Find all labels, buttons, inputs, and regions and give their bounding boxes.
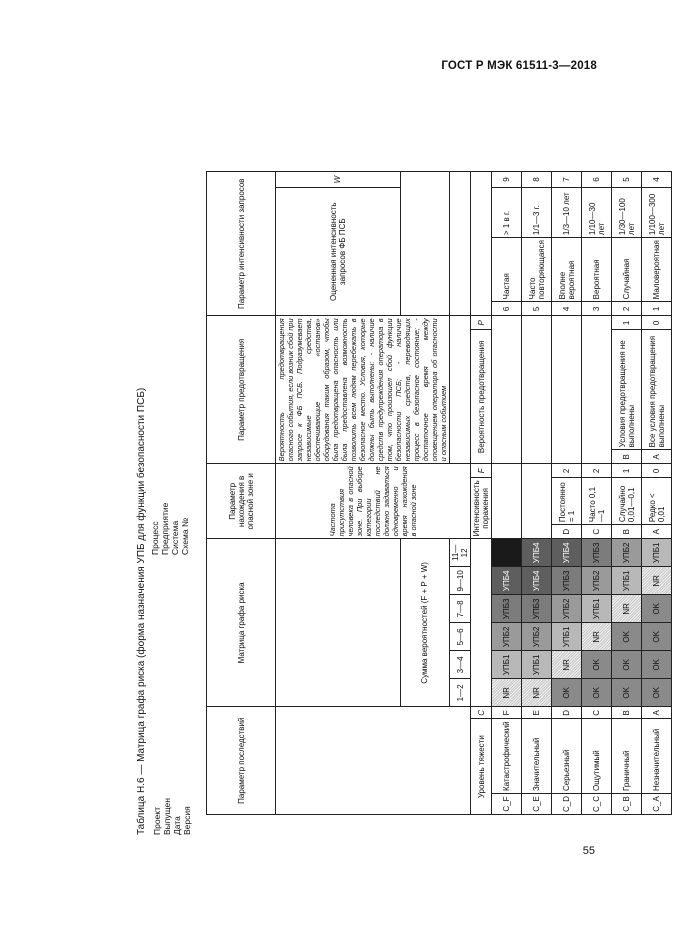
row-cb	[612, 172, 642, 815]
row-cf-name: Катастрофический	[492, 719, 522, 794]
empty-consequence-sub	[276, 707, 471, 815]
cell-cb-1: OK	[612, 679, 642, 707]
w-rate-cc: 1/10—30 лет	[582, 188, 612, 238]
sum-col-6: 11—12	[450, 539, 471, 567]
f-val-cc: 2	[582, 464, 612, 478]
cell-ca-5: NR	[642, 567, 672, 595]
sum-col-4: 7—8	[450, 595, 471, 623]
cell-cd-6: УПБ4	[552, 539, 582, 567]
empty-w-sub	[400, 172, 449, 316]
cell-ce-5: УПБ4	[522, 567, 552, 595]
row-cb-level: B	[612, 707, 642, 719]
w-val-cb: 5	[612, 172, 642, 188]
meta-process: Процесс	[150, 521, 160, 555]
f-val-cd: 2	[552, 464, 582, 478]
cell-cc-2: OK	[582, 651, 612, 679]
severity-row	[471, 172, 492, 815]
empty-f-ce	[522, 464, 552, 539]
intensity-label: Интенсивность поражения	[471, 478, 492, 539]
header-row-2	[276, 172, 401, 815]
cell-ce-4: УПБ3	[522, 595, 552, 623]
p-val-ca: 0	[642, 316, 672, 330]
empty-w-sub-2	[450, 172, 471, 316]
meta-project: Проект	[152, 807, 162, 835]
empty-p-cc	[582, 316, 612, 464]
row-ce-sym: C_E	[522, 793, 552, 814]
w-val-ce: 8	[522, 172, 552, 188]
cell-cf-6	[492, 539, 522, 567]
p-sym-ca: A	[642, 450, 672, 464]
row-cc-level: C	[582, 707, 612, 719]
meta-version: Версия	[182, 806, 192, 835]
w-name-ce: Часто повторяющаяся	[522, 238, 552, 302]
row-cd-level: D	[552, 707, 582, 719]
cell-cf-1: NR	[492, 679, 522, 707]
row-ce-level: E	[522, 707, 552, 719]
w-sym-ca: 1	[642, 302, 672, 316]
w-name-ca: Маловероятная	[642, 238, 672, 302]
cell-cc-5: УПБ2	[582, 567, 612, 595]
cell-cc-1: OK	[582, 679, 612, 707]
w-rate-cd: 1/3—10 лет	[552, 188, 582, 238]
cell-ca-2: OK	[642, 651, 672, 679]
f-text-cd: Постоянно = 1	[552, 478, 582, 525]
w-val-cd: 7	[552, 172, 582, 188]
meta-scheme: Схема №	[180, 517, 190, 555]
empty-p-cd	[552, 316, 582, 464]
w-name-cb: Случайная	[612, 238, 642, 302]
standard-header: ГОСТ Р МЭК 61511-3—2018	[441, 60, 597, 72]
cell-cf-2: УПБ1	[492, 651, 522, 679]
row-ce	[522, 172, 552, 815]
row-ce-name: Значительный	[522, 719, 552, 794]
w-rate-ce: 1/1—3 г.	[522, 188, 552, 238]
w-val-ca: 4	[642, 172, 672, 188]
f-val-ca: 0	[642, 464, 672, 478]
empty-sev	[471, 539, 492, 707]
row-cf-level: F	[492, 707, 522, 719]
sum-col-1: 1—2	[450, 679, 471, 707]
severity-sym: C	[471, 707, 492, 719]
p-label: P	[471, 316, 492, 330]
f-label: F	[471, 464, 492, 478]
f-sym-cd: D	[552, 525, 582, 539]
row-cf-sym: C_F	[492, 793, 522, 814]
row-cf	[492, 172, 522, 815]
severity-label: Уровень тяжести	[471, 719, 492, 815]
avoidance-desc-text: Вероятность предотвращения опасного события, если возник сбой при запросе к ФБ ПСБ. Подразумевает независимые средства, обеспечивающие «останов» оборудования таким образом, чтобы была предотвращена опасность или была предоставлена возможность позволить всем людям перебежать в безопасное место. Условия, которые должны быть выполнены:	[277, 318, 376, 462]
avoidance-list: - наличие средств предупреждения оператора в том, что произошел сбой функции безопасности ПСБ; - наличие независимых средств, переводящих процесс в безопасное состояние; - достаточное время между оповещением оператора об опасности и опасным событием	[367, 318, 448, 462]
cell-cb-3: OK	[612, 623, 642, 651]
w-name-cd: Вполне вероятная	[552, 238, 582, 302]
page-number: 55	[582, 845, 595, 857]
matrix-header: Матрица графа риска	[207, 539, 276, 707]
f-text-cc: Часто 0,1—1	[582, 478, 612, 525]
risk-graph-matrix-table	[206, 171, 672, 815]
sum-col-3: 5—6	[450, 623, 471, 651]
meta-date: Дата	[172, 816, 182, 835]
cell-cc-4: УПБ1	[582, 595, 612, 623]
cell-cd-2: NR	[552, 651, 582, 679]
sum-header: Сумма вероятностей (F + P + W)	[400, 539, 449, 707]
row-cd	[552, 172, 582, 815]
w-name-cc: Вероятная	[582, 238, 612, 302]
cell-ca-6: УПБ1	[642, 539, 672, 567]
cell-ce-6: УПБ4	[522, 539, 552, 567]
row-ca-name: Незначительный	[642, 719, 672, 794]
row-cc-name: Ощутимый	[582, 719, 612, 794]
cell-cf-4: УПБ3	[492, 595, 522, 623]
row-ca-level: A	[642, 707, 672, 719]
avoidance-desc	[276, 316, 450, 464]
w-rate-cf: > 1 в г.	[492, 188, 522, 238]
empty-f-cf	[492, 464, 522, 539]
w-sym-cf: 6	[492, 302, 522, 316]
cell-ce-2: УПБ1	[522, 651, 552, 679]
cell-cd-5: УПБ3	[552, 567, 582, 595]
row-ca-sym: C_A	[642, 793, 672, 814]
empty-matrix-sub	[276, 539, 401, 707]
cell-cb-2: OK	[612, 651, 642, 679]
p-text-cb: Условия предотвращения не выполнены	[612, 330, 642, 450]
table-caption: Таблица Н.6 — Матрица графа риска (форма назначения УПБ для функции безопасности ПСБ)	[136, 387, 147, 835]
meta-issued: Выпущен	[162, 798, 172, 835]
w-sym-cd: 4	[552, 302, 582, 316]
meta-left	[152, 798, 192, 835]
header-row-1	[207, 172, 276, 815]
sum-col-5: 9—10	[450, 567, 471, 595]
cell-cf-5: УПБ4	[492, 567, 522, 595]
row-cd-name: Серьезный	[552, 719, 582, 794]
w-sym-cb: 2	[612, 302, 642, 316]
w-rate-ca: 1/100—300 лет	[642, 188, 672, 238]
empty-p-ce	[522, 316, 552, 464]
row-ca	[642, 172, 672, 815]
cell-ca-3: OK	[642, 623, 672, 651]
cell-cb-5: УПБ1	[612, 567, 642, 595]
row-cb-name: Граничный	[612, 719, 642, 794]
row-cb-sym: C_B	[612, 793, 642, 814]
cell-ca-4: OK	[642, 595, 672, 623]
meta-system: Система	[170, 520, 180, 555]
occupancy-header: Параметр нахождения в опасной зоне и	[207, 464, 276, 539]
avoidance-header: Параметр предотвращения	[207, 316, 276, 464]
cell-cf-3: УПБ2	[492, 623, 522, 651]
rotated-table-area	[130, 115, 675, 835]
f-sym-cb: B	[612, 525, 642, 539]
f-sym-cc: C	[582, 525, 612, 539]
cell-ce-1: NR	[522, 679, 552, 707]
p-sym-cb: B	[612, 450, 642, 464]
demand-header: Параметр интенсивности запросов	[207, 172, 276, 316]
w-val-cf: 9	[492, 172, 522, 188]
estimated-header: Оцененная интенсивность запросов ФБ ПСБ	[276, 188, 401, 316]
cell-cc-3: NR	[582, 623, 612, 651]
row-cc-sym: C_C	[582, 793, 612, 814]
row-cc	[582, 172, 612, 815]
w-name-cf: Частая	[492, 238, 522, 302]
cell-cb-6: УПБ2	[612, 539, 642, 567]
f-sym-ca: A	[642, 525, 672, 539]
cell-cd-3: УПБ1	[552, 623, 582, 651]
cell-cd-4: УПБ2	[552, 595, 582, 623]
f-text-cb: Случайно 0,01—0,1	[612, 478, 642, 525]
w-rate-cb: 1/30—100 лет	[612, 188, 642, 238]
empty-sev-w	[471, 172, 492, 316]
cell-cb-4: NR	[612, 595, 642, 623]
meta-right	[150, 503, 190, 555]
cell-ca-1: OK	[642, 679, 672, 707]
w-val-cc: 6	[582, 172, 612, 188]
empty-avoid-sub	[450, 316, 471, 464]
p-val-cb: 1	[612, 316, 642, 330]
cell-cd-1: OK	[552, 679, 582, 707]
empty-p-cf	[492, 316, 522, 464]
cell-ce-3: УПБ2	[522, 623, 552, 651]
f-text-ca: Редко < 0,01	[642, 478, 672, 525]
consequence-header: Параметр последствий	[207, 707, 276, 815]
f-val-cb: 1	[612, 464, 642, 478]
w-sym-cc: 3	[582, 302, 612, 316]
p-text-ca: Все условия предотвращения выполнены	[642, 330, 672, 450]
cell-cc-6: УПБ3	[582, 539, 612, 567]
w-sym-ce: 5	[522, 302, 552, 316]
occupancy-desc: Частота присутствия человека в опасной зоне. При выборе категории последствий не должно задаваться одновременно и время нахождения в опасной зоне	[276, 464, 471, 539]
w-header: W	[276, 172, 401, 188]
prob-prevent-label: Вероятность предотвращения	[471, 330, 492, 464]
row-cd-sym: C_D	[552, 793, 582, 814]
sum-col-2: 3—4	[450, 651, 471, 679]
meta-enterprise: Предприятие	[160, 502, 170, 555]
